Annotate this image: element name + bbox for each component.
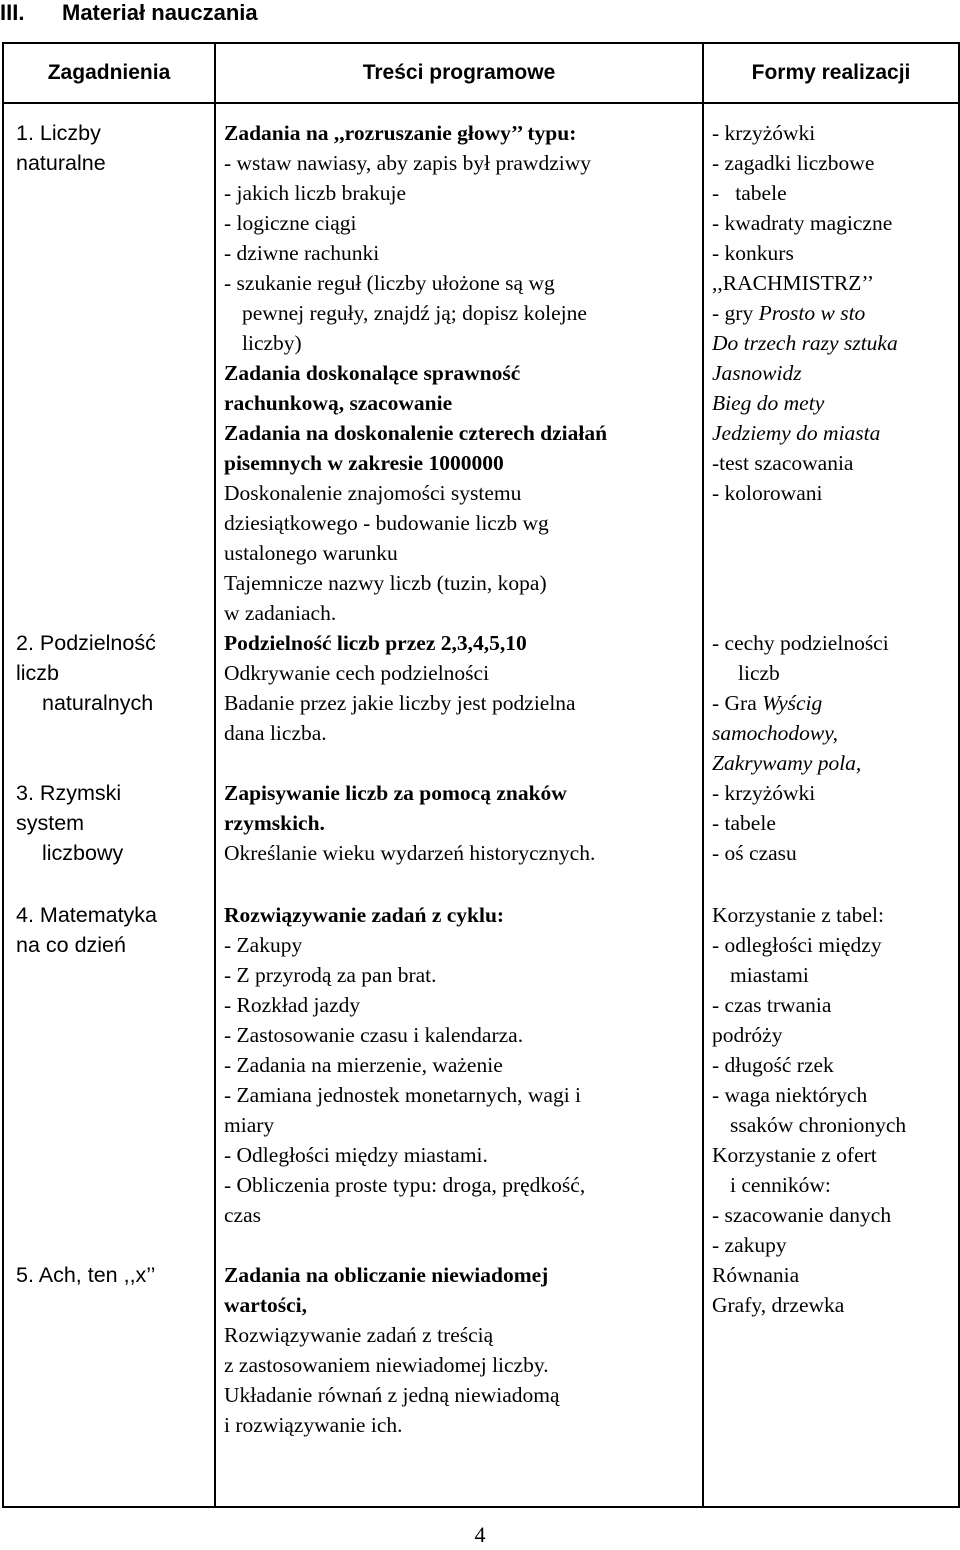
content-line: miary [224,1113,275,1137]
page-number: 4 [474,1522,486,1547]
content-line: dziesiątkowego - budowanie liczb wg [224,511,549,535]
form-line: - długość rzek [712,1053,834,1077]
topic-5-line1: Ach, ten ,,x’’ [38,1263,156,1287]
content-line: i rozwiązywanie ich. [224,1413,403,1437]
content-line: - Z przyrodą za pan brat. [224,963,437,987]
table-row [3,103,959,1507]
content-block-3 [224,778,595,868]
topic-5 [16,1260,155,1290]
topic-3-number: 3. [16,781,34,805]
content-line: - Zadania na mierzenie, ważenie [224,1053,503,1077]
topic-4-line2: na co dzień [16,933,126,957]
topic-1-line1: Liczby [39,121,101,145]
section-number: III. [0,0,25,25]
content-line: - Odległości między miastami. [224,1143,488,1167]
content-line: rachunkową, szacowanie [224,391,453,415]
topic-1-line2: naturalne [16,151,106,175]
content-line: liczby) [242,331,302,355]
game-name: Zakrywamy pola, [712,751,862,775]
content-line: czas [224,1203,261,1227]
form-line: - cechy podzielności [712,631,889,655]
curriculum-table [2,42,960,1508]
content-line: Określanie wieku wydarzeń historycznych. [224,841,596,865]
form-line: - odległości między [712,933,882,957]
topic-2-line3: naturalnych [42,691,154,715]
form-line-prefix: - gry [712,301,759,325]
content-line: Zapisywanie liczb za pomocą znaków [224,781,567,805]
content-line: w zadaniach. [224,601,337,625]
header-content: Treści programowe [215,43,703,103]
forms-block-3 [712,778,815,868]
content-line: dana liczba. [224,721,327,745]
content-line: Doskonalenie znajomości systemu [224,481,522,505]
form-line: - szacowanie danych [712,1203,892,1227]
form-line: Korzystanie z ofert [712,1143,877,1167]
form-line [712,688,889,718]
content-line: Podzielność liczb przez 2,3,4,5,10 [224,631,527,655]
topic-2 [16,628,156,718]
form-line-prefix: - Gra [712,691,763,715]
game-name: Jasnowidz [712,361,802,385]
form-line: - krzyżówki [712,781,816,805]
topic-2-line2: liczb [16,661,60,685]
form-line: liczb [738,661,780,685]
header-row [3,43,959,103]
forms-cell [703,103,959,1507]
topic-4 [16,900,157,960]
content-line: - logiczne ciągi [224,211,357,235]
header-forms: Formy realizacji [703,43,959,103]
form-line: - czas trwania [712,993,832,1017]
content-line: Zadania doskonalące sprawność [224,361,521,385]
form-line: - zakupy [712,1233,787,1257]
content-line: Układanie równań z jedną niewiadomą [224,1383,560,1407]
content-block-4 [224,900,585,1230]
form-line: - krzyżówki [712,121,816,145]
form-line: miastami [730,963,809,987]
game-name: Do trzech razy sztuka [712,331,898,355]
content-line: Rozwiązywanie zadań z cyklu: [224,903,505,927]
game-name: Wyścig [762,691,823,715]
content-line: - Zakupy [224,933,303,957]
game-name: Bieg do mety [712,391,825,415]
topic-3-line3: liczbowy [42,841,124,865]
content-line: - Zamiana jednostek monetarnych, wagi i [224,1083,582,1107]
header-topics: Zagadnienia [3,43,215,103]
form-line: - tabele [712,811,776,835]
topic-2-line1: Podzielność [39,631,156,655]
content-line: Odkrywanie cech podzielności [224,661,490,685]
content-block-1 [224,118,607,628]
forms-block-5 [712,1260,844,1320]
content-line: wartości, [224,1293,307,1317]
form-line: podróży [712,1023,783,1047]
topic-5-number: 5. [16,1263,34,1287]
form-line: Korzystanie z tabel: [712,903,884,927]
content-line: Zadania na ,,rozruszanie głowy’’ typu: [224,121,577,145]
form-line: - tabele [712,181,787,205]
content-line: ustalonego warunku [224,541,398,565]
form-line: - zagadki liczbowe [712,151,875,175]
topic-3-line1: Rzymski [39,781,122,805]
topic-1-number: 1. [16,121,34,145]
content-line: pewnej reguły, znajdź ją; dopisz kolejne [242,301,587,325]
form-line: Równania [712,1263,800,1287]
content-line: - szukanie reguł (liczby ułożone są wg [224,271,555,295]
game-name: Jedziemy do miasta [712,421,881,445]
form-line: -test szacowania [712,451,854,475]
form-line: - oś czasu [712,841,797,865]
topic-3-line2: system [16,811,85,835]
topic-2-number: 2. [16,631,34,655]
form-line: - kolorowani [712,481,823,505]
topic-4-line1: Matematyka [39,903,158,927]
content-line: Rozwiązywanie zadań z treścią [224,1323,494,1347]
content-line: pisemnych w zakresie 1000000 [224,451,504,475]
content-line: Badanie przez jakie liczby jest podzielna [224,691,576,715]
topic-4-number: 4. [16,903,34,927]
section-title: Materiał nauczania [62,0,258,25]
content-line: Zadania na obliczanie niewiadomej [224,1263,549,1287]
form-line: ,,RACHMISTRZ’’ [712,271,875,295]
form-line [712,298,898,328]
content-line: - dziwne rachunki [224,241,380,265]
form-line: - waga niektórych [712,1083,868,1107]
game-name: Prosto w sto [758,301,866,325]
content-cell [215,103,703,1507]
content-line: - Rozkład jazdy [224,993,361,1017]
form-line: ssaków chronionych [730,1113,907,1137]
forms-block-2 [712,628,889,778]
content-block-2 [224,628,576,748]
topic-3 [16,778,123,868]
forms-block-1 [712,118,898,508]
section-heading [0,0,258,26]
content-block-5 [224,1260,560,1440]
content-line: Zadania na doskonalenie czterech działań [224,421,608,445]
form-line: - konkurs [712,241,794,265]
content-line: Tajemnicze nazwy liczb (tuzin, kopa) [224,571,547,595]
content-line: - Obliczenia proste typu: droga, prędkość, [224,1173,586,1197]
form-line: Grafy, drzewka [712,1293,845,1317]
content-line: - jakich liczb brakuje [224,181,407,205]
form-line: i cenników: [730,1173,831,1197]
game-name: samochodowy, [712,721,839,745]
form-line: - kwadraty magiczne [712,211,893,235]
content-line: - Zastosowanie czasu i kalendarza. [224,1023,524,1047]
content-line: z zastosowaniem niewiadomej liczby. [224,1353,549,1377]
forms-block-4 [712,900,906,1260]
topics-cell [3,103,215,1507]
content-line: rzymskich. [224,811,325,835]
topic-1 [16,118,106,178]
content-line: - wstaw nawiasy, aby zapis był prawdziwy [224,151,591,175]
